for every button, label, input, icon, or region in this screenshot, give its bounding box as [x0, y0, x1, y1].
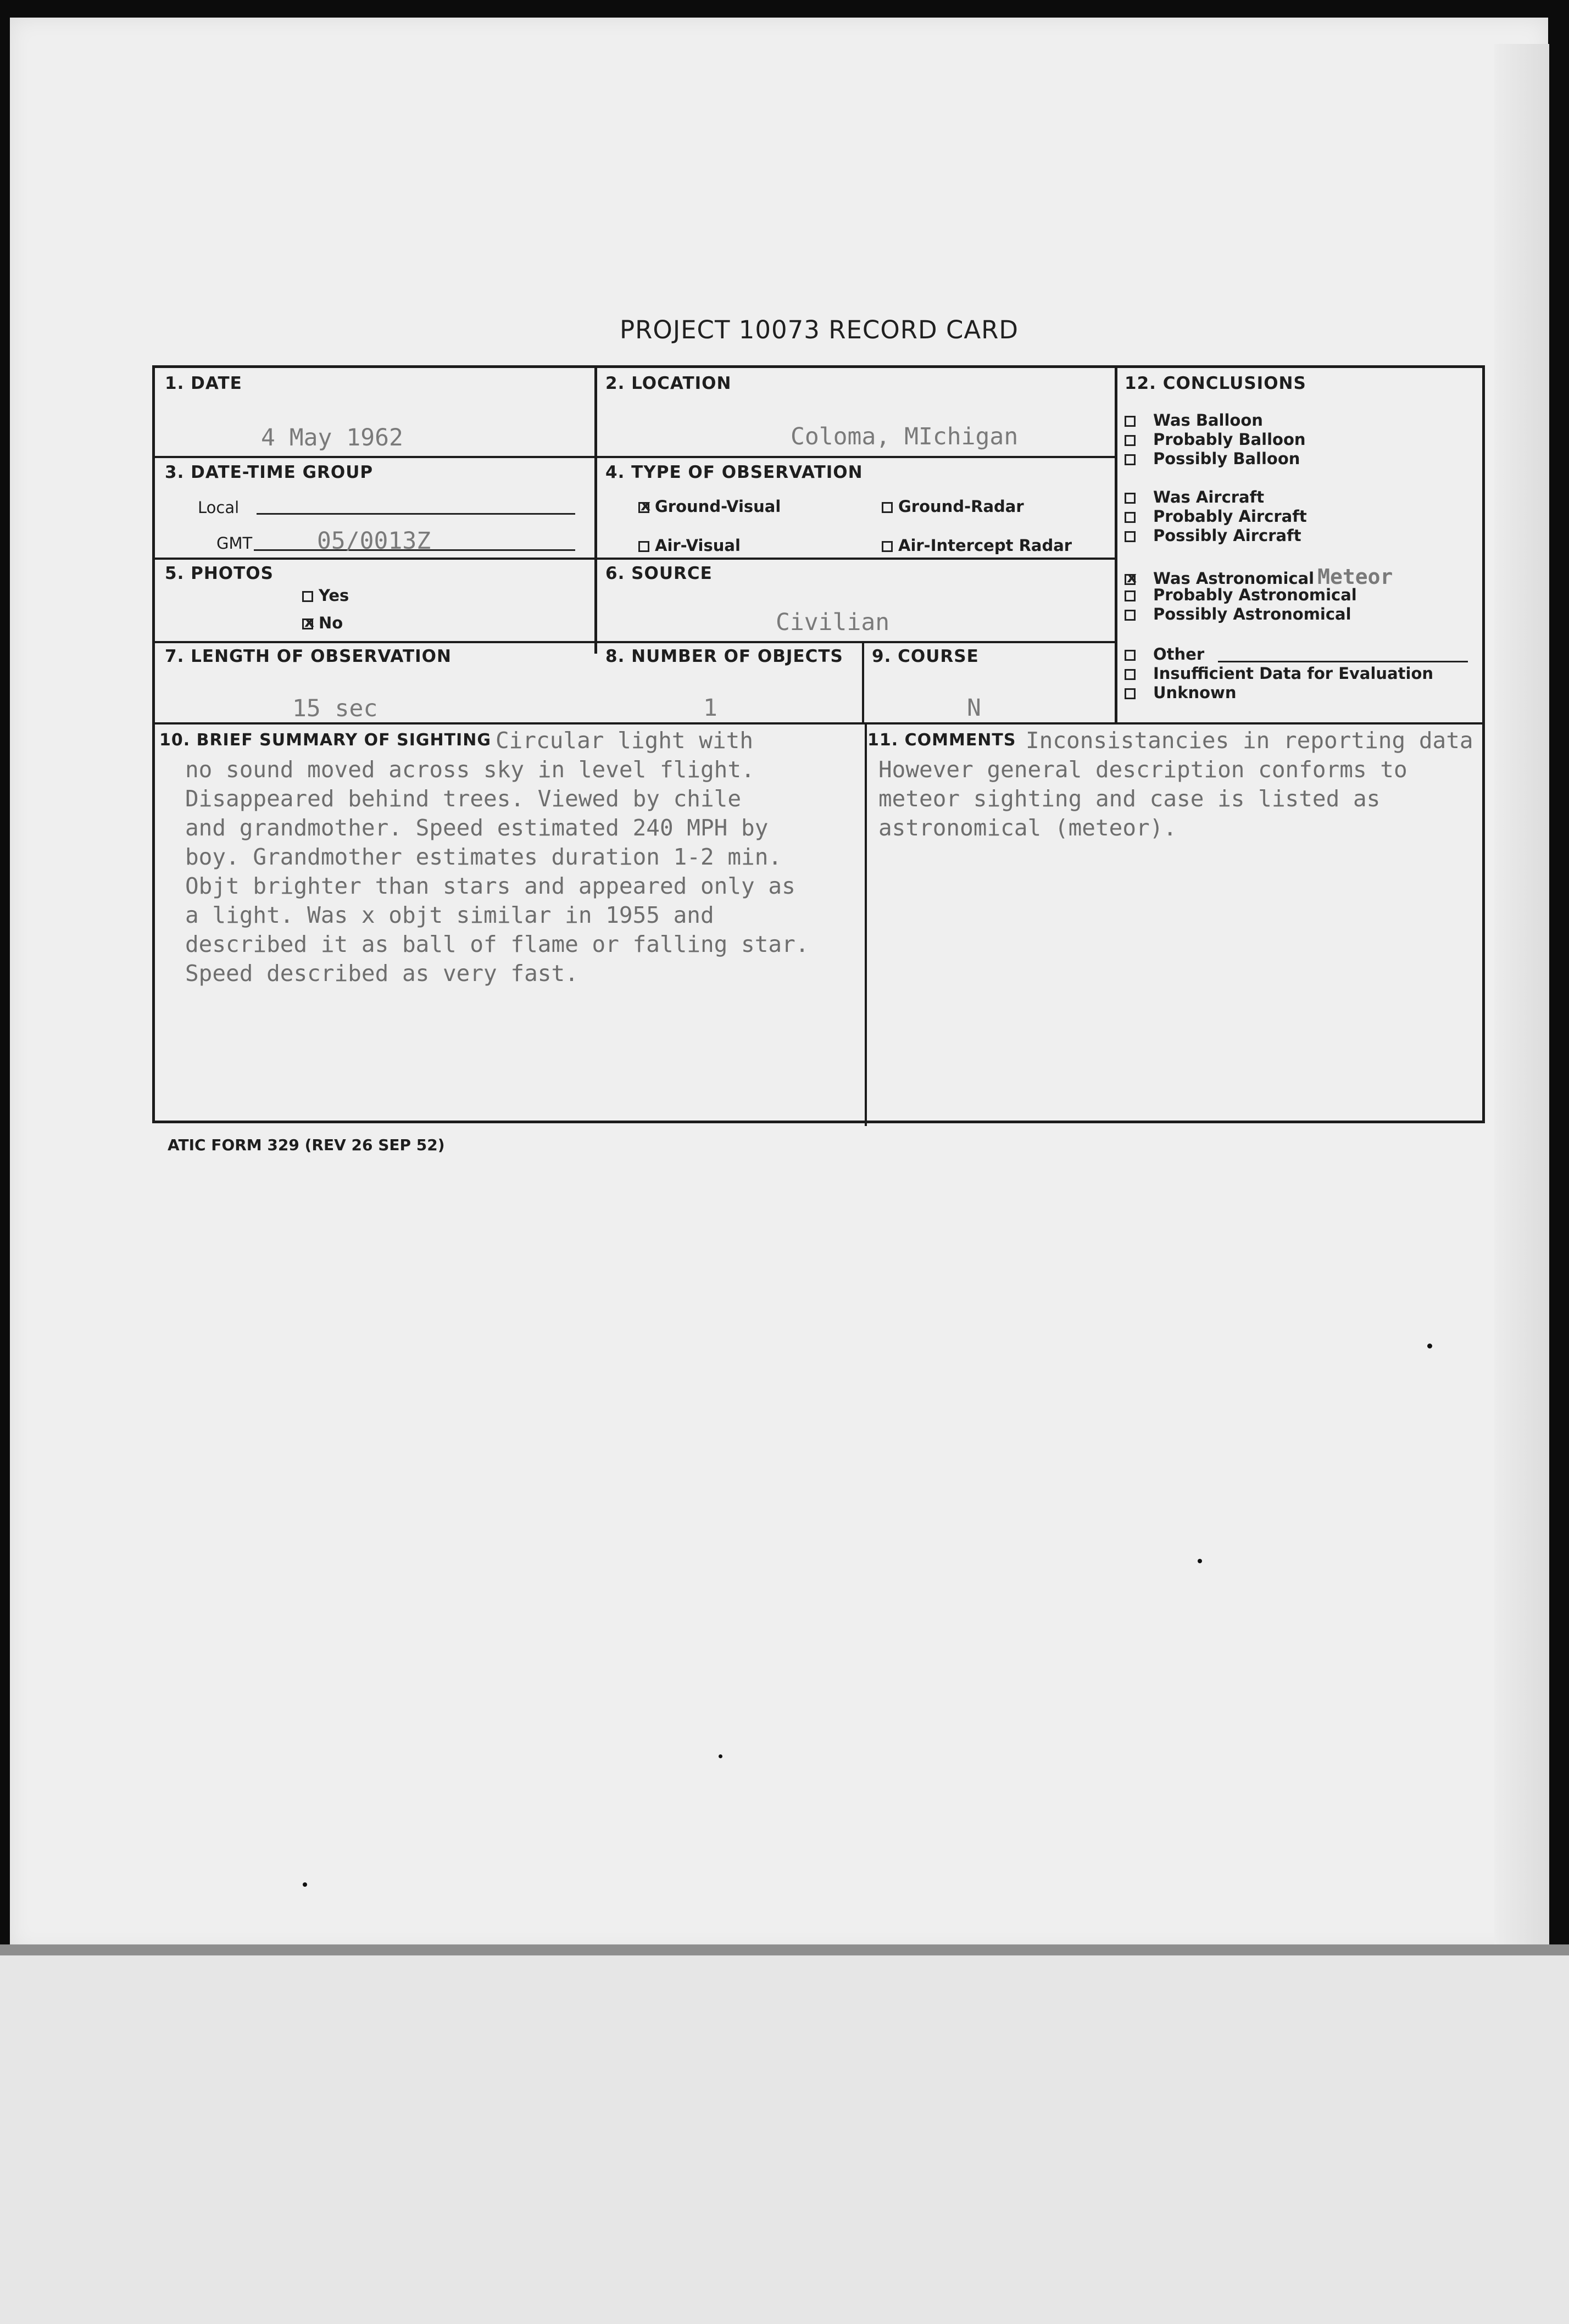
possibly-aircraft-checkbox[interactable]: [1125, 531, 1136, 542]
length-label: 7. LENGTH OF OBSERVATION: [165, 647, 452, 666]
source-label: 6. SOURCE: [605, 564, 713, 583]
divider: [155, 456, 1116, 458]
other-checkbox[interactable]: [1125, 650, 1136, 661]
possibly-balloon-option[interactable]: [1125, 449, 1300, 468]
astronomical-note: Meteor: [1317, 565, 1393, 589]
unknown-checkbox[interactable]: [1125, 688, 1136, 699]
date-label: 1. DATE: [165, 374, 242, 393]
ground-visual-checkbox[interactable]: [638, 502, 649, 513]
divider: [865, 722, 867, 1126]
course-value: N: [967, 694, 981, 722]
sheet-edge: [1494, 44, 1549, 1944]
divider: [155, 722, 1484, 724]
scan-speck: [719, 1754, 722, 1758]
form-identifier: ATIC FORM 329 (REV 26 SEP 52): [168, 1136, 445, 1154]
possibly-astronomical-checkbox[interactable]: [1125, 610, 1136, 621]
was-aircraft-text: Was Aircraft: [1153, 488, 1265, 506]
scan-speck: [303, 1882, 307, 1887]
probably-astronomical-option[interactable]: [1125, 586, 1357, 604]
probably-aircraft-text: Probably Aircraft: [1153, 507, 1307, 526]
air-intercept-checkbox[interactable]: [882, 541, 893, 552]
other-text: Other: [1153, 645, 1205, 664]
photos-no-option[interactable]: [302, 614, 343, 632]
ground-radar-checkbox[interactable]: [882, 502, 893, 513]
lower-sheet: [0, 1944, 1569, 2324]
local-line: [257, 513, 575, 515]
summary-first-line: Circular light with: [496, 727, 753, 754]
photos-no-checkbox[interactable]: [302, 618, 313, 629]
probably-astronomical-text: Probably Astronomical: [1153, 586, 1357, 604]
record-card: [152, 365, 1485, 1123]
objects-label: 8. NUMBER OF OBJECTS: [605, 647, 843, 666]
comments-label: 11. COMMENTS: [867, 731, 1016, 750]
other-line: [1218, 661, 1468, 662]
location-value: Coloma, MIchigan: [791, 423, 1019, 450]
possibly-aircraft-text: Possibly Aircraft: [1153, 526, 1301, 545]
scan-speck: [1427, 1344, 1432, 1348]
probably-balloon-checkbox[interactable]: [1125, 435, 1136, 446]
air-intercept-option[interactable]: [882, 536, 1072, 555]
dtg-label: 3. DATE-TIME GROUP: [165, 462, 374, 482]
insufficient-option[interactable]: [1125, 664, 1433, 683]
was-balloon-checkbox[interactable]: [1125, 416, 1136, 427]
gmt-label: GMT: [216, 534, 253, 553]
unknown-option[interactable]: [1125, 683, 1237, 702]
scan-speck: [1198, 1559, 1202, 1563]
source-value: Civilian: [776, 609, 890, 636]
probably-balloon-option[interactable]: [1125, 430, 1306, 449]
possibly-astronomical-option[interactable]: [1125, 605, 1351, 623]
air-visual-option[interactable]: [638, 536, 741, 555]
summary-text: no sound moved across sky in level flight. Disappeared behind trees. Viewed by chile and grandmother. Speed estimated 240 MPH by boy. Grandmother estimates duration 1-2 min. Objt brighter than stars and appeared only as a light. Was x objt similar in 1955 and described it as ball of flame or falling star. Speed described as very fast.: [185, 756, 809, 987]
divider: [862, 641, 864, 723]
possibly-aircraft-option[interactable]: [1125, 526, 1301, 545]
comments-first-line: Inconsistancies in reporting data: [1026, 727, 1473, 754]
air-visual-text: Air-Visual: [655, 536, 741, 555]
divider: [1115, 368, 1117, 724]
ground-radar-option[interactable]: [882, 497, 1024, 516]
possibly-astronomical-text: Possibly Astronomical: [1153, 605, 1351, 623]
photos-yes-text: Yes: [319, 586, 349, 605]
length-value: 15 sec: [292, 695, 378, 722]
insufficient-text: Insufficient Data for Evaluation: [1153, 664, 1434, 683]
insufficient-checkbox[interactable]: [1125, 669, 1136, 680]
divider: [155, 641, 1116, 643]
was-astronomical-text: Was Astronomical: [1153, 569, 1315, 588]
ground-visual-text: Ground-Visual: [655, 497, 781, 516]
course-label: 9. COURSE: [872, 647, 979, 666]
location-label: 2. LOCATION: [605, 374, 732, 393]
photos-label: 5. PHOTOS: [165, 564, 274, 583]
probably-balloon-text: Probably Balloon: [1153, 430, 1306, 449]
ground-visual-option[interactable]: [638, 497, 781, 516]
was-astronomical-checkbox[interactable]: [1125, 574, 1136, 585]
air-visual-checkbox[interactable]: [638, 541, 649, 552]
objects-value: 1: [703, 694, 717, 722]
probably-astronomical-checkbox[interactable]: [1125, 590, 1136, 601]
probably-aircraft-checkbox[interactable]: [1125, 512, 1136, 523]
was-aircraft-checkbox[interactable]: [1125, 493, 1136, 504]
was-aircraft-option[interactable]: [1125, 488, 1264, 506]
divider: [155, 558, 1116, 560]
possibly-balloon-text: Possibly Balloon: [1153, 449, 1300, 468]
possibly-balloon-checkbox[interactable]: [1125, 454, 1136, 465]
air-intercept-text: Air-Intercept Radar: [898, 536, 1072, 555]
local-label: Local: [198, 498, 240, 517]
date-value: 4 May 1962: [261, 424, 403, 452]
comments-text: However general description conforms to meteor sighting and case is listed as astronomical (meteor).: [878, 756, 1407, 841]
observation-type-label: 4. TYPE OF OBSERVATION: [605, 462, 863, 482]
ground-radar-text: Ground-Radar: [898, 497, 1024, 516]
summary-label: 10. BRIEF SUMMARY OF SIGHTING: [159, 731, 491, 750]
photos-yes-option[interactable]: [302, 586, 349, 605]
divider: [594, 368, 597, 654]
unknown-text: Unknown: [1153, 683, 1237, 702]
gmt-value: 05/0013Z: [317, 527, 431, 555]
conclusions-label: 12. CONCLUSIONS: [1125, 374, 1306, 393]
photos-yes-checkbox[interactable]: [302, 591, 313, 602]
other-option[interactable]: [1125, 645, 1204, 664]
card-title: PROJECT 10073 RECORD CARD: [620, 315, 1019, 344]
photos-no-text: No: [319, 614, 343, 632]
probably-aircraft-option[interactable]: [1125, 507, 1307, 526]
was-balloon-text: Was Balloon: [1153, 411, 1263, 430]
was-balloon-option[interactable]: [1125, 411, 1263, 430]
